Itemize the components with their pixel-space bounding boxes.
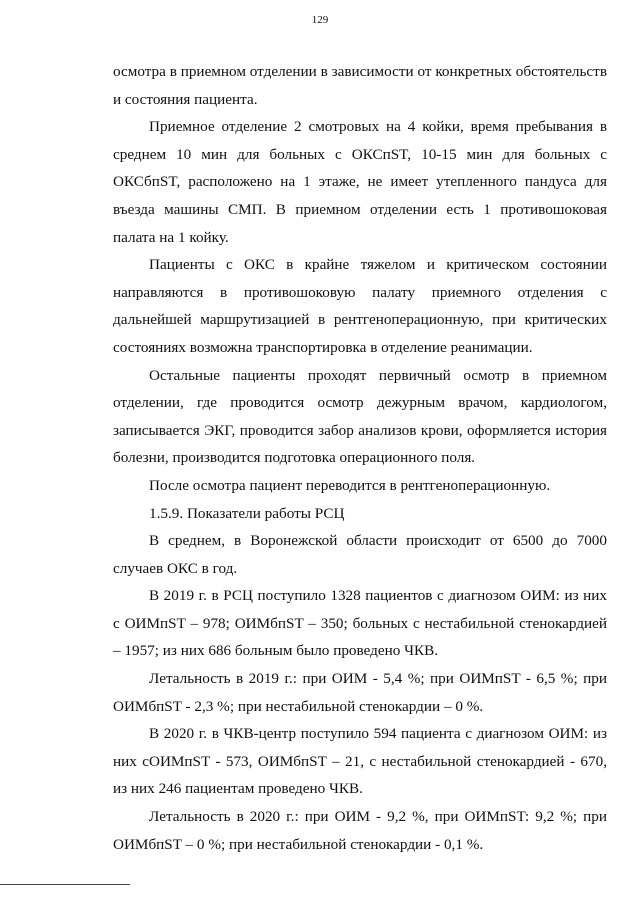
paragraph-admission-department: Приемное отделение 2 смотровых на 4 койки, время пребывания в среднем 10 мин для больных с ОКСпST, 10-15 мин для больных с ОКСбпST, расположено на 1 этаже, не имеет утепленного пандуса для въезда машины СМП. В приемном отделении есть 1 противошоковая палата на 1 койку. <box>113 118 607 246</box>
paragraph-2020-admissions: В 2020 г. в ЧКВ-центр поступило 594 пациента с диагнозом ОИМ: из них сОИМпST - 573, ОИМбпST – 21, с нестабильной стенокардией - 670, из них 246 пациентам проведено ЧКВ. <box>113 725 607 798</box>
footer-rule <box>0 884 130 885</box>
paragraph-after-examination: После осмотра пациент переводится в рентгеноперационную. <box>149 476 551 494</box>
paragraph-other-patients: Остальные пациенты проходят первичный осмотр в приемном отделении, где проводится осмотр дежурным врачом, кардиологом, записывается ЭКГ, проводится забор анализов крови, оформляется история болезни, производится подготовка операционного поля. <box>113 366 607 467</box>
paragraph-continuation: осмотра в приемном отделении в зависимости от конкретных обстоятельств и состояния пациента. <box>113 63 607 108</box>
paragraph-critical-patients: Пациенты с ОКС в крайне тяжелом и критическом состоянии направляются в противошоковую палату приемного отделения с дальнейшей маршрутизацией в рентгеноперационную, при критических состояниях возможна транспортировка в отделение реанимации. <box>113 256 607 356</box>
section-heading: 1.5.9. Показатели работы РСЦ <box>149 504 345 522</box>
document-body <box>113 58 607 858</box>
paragraph-2019-admissions: В 2019 г. в РСЦ поступило 1328 пациентов с диагнозом ОИМ: из них с ОИМпST – 978; ОИМбпST – 350; больных с нестабильной стенокардией – 1957; из них 686 больным было проведено ЧКВ. <box>113 587 607 660</box>
paragraph-average-cases: В среднем, в Воронежской области происходит от 6500 до 7000 случаев ОКС в год. <box>113 532 607 577</box>
paragraph-2019-mortality: Летальность в 2019 г.: при ОИМ - 5,4 %; при ОИМпST - 6,5 %; при ОИМбпST - 2,3 %; при нестабильной стенокардии – 0 %. <box>113 670 607 715</box>
paragraph-2020-mortality: Летальность в 2020 г.: при ОИМ - 9,2 %, при ОИМпST: 9,2 %; при ОИМбпST – 0 %; при нестабильной стенокардии - 0,1 %. <box>113 808 607 853</box>
page-number: 129 <box>311 14 329 26</box>
